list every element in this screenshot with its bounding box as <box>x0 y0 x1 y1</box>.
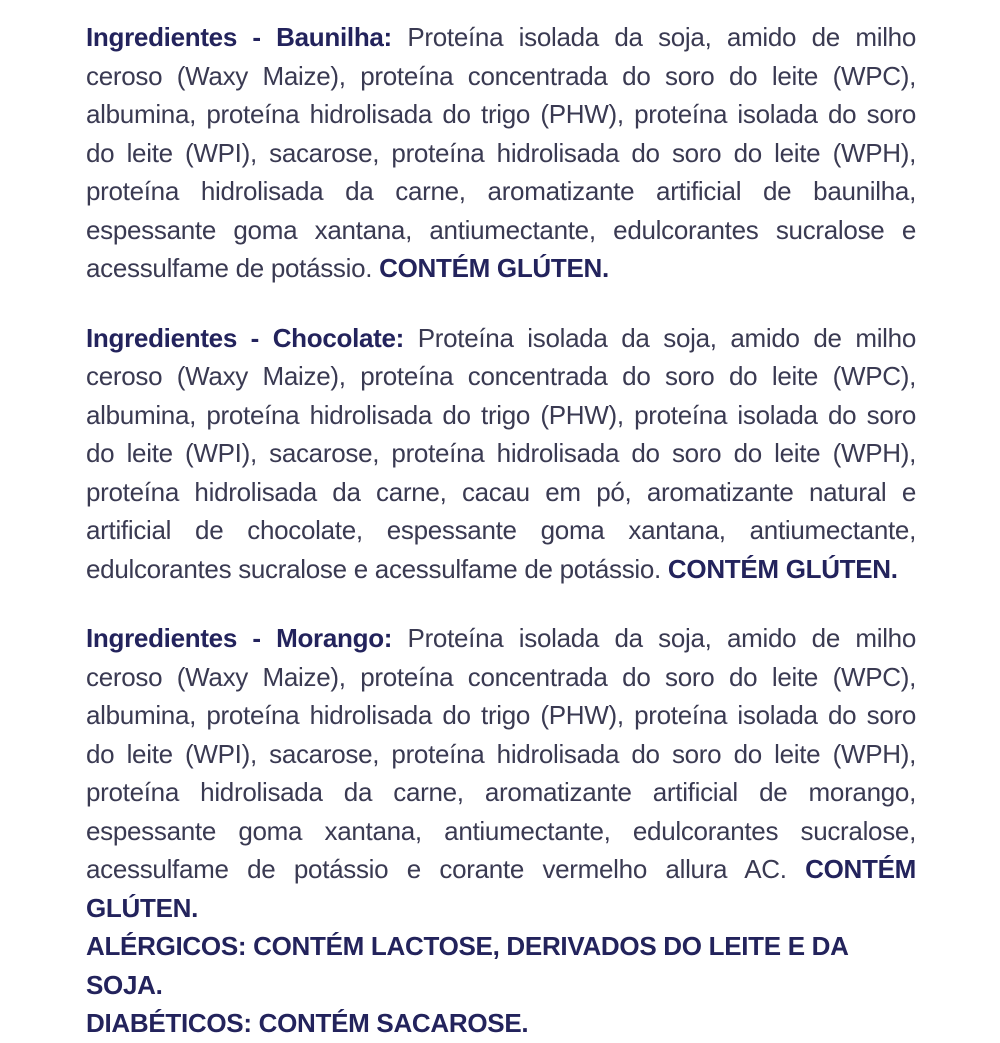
section-text: Proteína isolada da soja, amido de milho ceroso (Waxy Maize), proteína concentrada do soro do leite (WPC), albumina, proteína hidrolisada do trigo (PHW), proteína isolada do soro do leite (WPI), sacarose, proteína hidrolisada do soro do leite (WPH), proteína hidrolisada da carne, aromatizante artificial de morango, espessante goma xantana, antiumectante, edulcorantes sucralose, acessulfame de potássio e corante vermelho allura AC. <box>86 623 916 884</box>
section-label: Ingredientes - Chocolate: <box>86 322 405 353</box>
diabetics-warning: DIABÉTICOS: CONTÉM SACAROSE. <box>86 1008 529 1038</box>
gluten-warning: CONTÉM GLÚTEN. <box>379 253 609 283</box>
section-text: Proteína isolada da soja, amido de milho ceroso (Waxy Maize), proteína concentrada do soro do leite (WPC), albumina, proteína hidrolisada do trigo (PHW), proteína isolada do soro do leite (WPI), sacarose, proteína hidrolisada do soro do leite (WPH), proteína hidrolisada da carne, cacau em pó, aromatizante natural e artificial de chocolate, espessante goma xantana, antiumectante, edulcorantes sucralose e acessulfame de potássio. <box>86 322 916 584</box>
gluten-warning: CONTÉM GLÚTEN. <box>86 854 916 923</box>
ingredients-strawberry-block <box>86 619 916 1043</box>
ingredients-strawberry <box>86 619 916 927</box>
ingredients-document <box>86 18 916 1043</box>
section-label: Ingredientes - Morango: <box>86 623 393 653</box>
ingredients-vanilla <box>86 18 916 288</box>
section-text: Proteína isolada da soja, amido de milho ceroso (Waxy Maize), proteína concentrada do soro do leite (WPC), albumina, proteína hidrolisada do trigo (PHW), proteína isolada do soro do leite (WPI), sacarose, proteína hidrolisada do soro do leite (WPH), proteína hidrolisada da carne, aromatizante artificial de baunilha, espessante goma xantana, antiumectante, edulcorantes sucralose e acessulfame de potássio. <box>86 22 916 283</box>
section-label: Ingredientes - Baunilha: <box>86 22 392 52</box>
ingredients-chocolate <box>86 319 916 589</box>
allergens-warning: ALÉRGICOS: CONTÉM LACTOSE, DERIVADOS DO LEITE E DA SOJA. <box>86 931 848 1000</box>
gluten-warning: CONTÉM GLÚTEN. <box>667 553 898 584</box>
